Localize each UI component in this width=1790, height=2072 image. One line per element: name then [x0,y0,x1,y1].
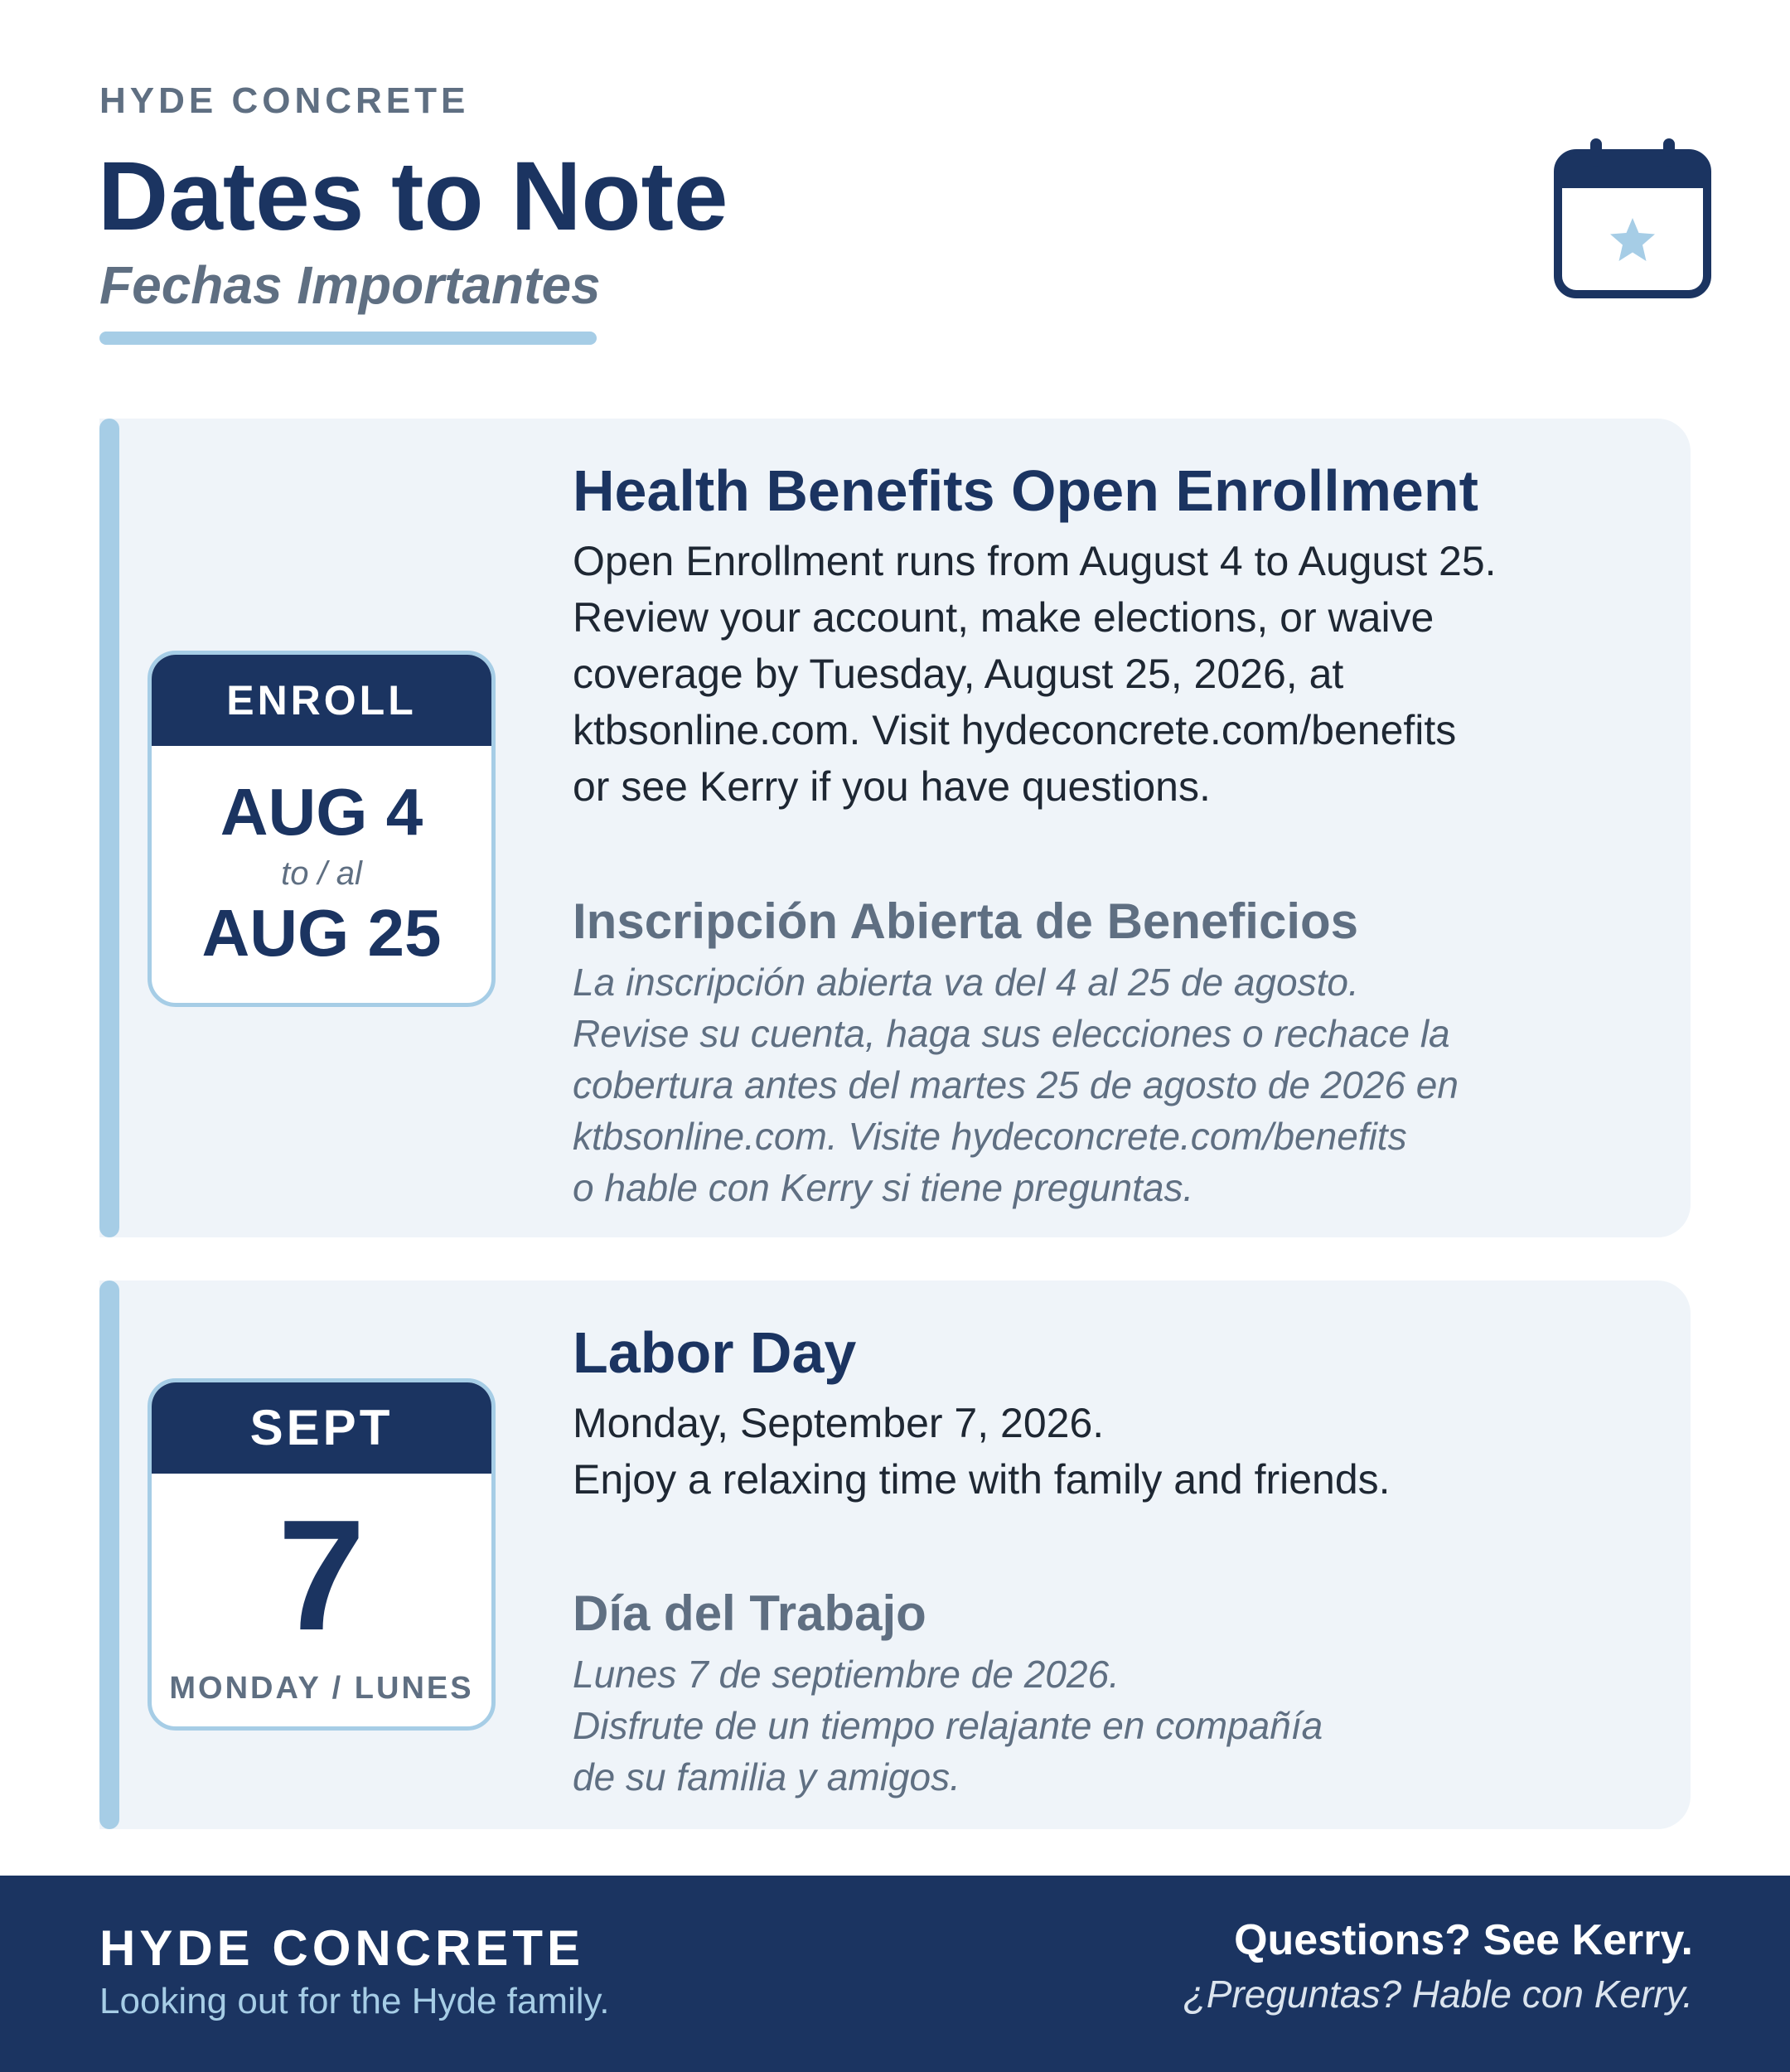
page-title: Dates to Note [98,142,728,251]
card-accent-bar [99,1280,119,1829]
description-line: Disfrute de un tiempo relajante en compañía [573,1704,1323,1747]
date-tile-labor-day [148,1378,496,1731]
event-card-labor-day [99,1280,1691,1829]
event-title-spanish: Inscripción Abierta de Beneficios [573,893,1359,949]
tile-end-date: AUG 25 [201,896,442,970]
tile-day-number: 7 [278,1488,365,1663]
description-line: coverage by Tuesday, August 25, 2026, at [573,651,1344,697]
event-description [573,1395,1641,1508]
description-line: or see Kerry if you have questions. [573,763,1211,810]
tile-start-date: AUG 4 [220,775,423,849]
tile-header: ENROLL [152,655,491,746]
event-description [573,533,1641,815]
event-description-spanish [573,956,1641,1213]
calendar-star-icon [1550,137,1715,303]
date-tile-enroll [148,651,496,1007]
tile-header: SEPT [152,1382,491,1474]
event-content-es [573,1585,1641,1803]
description-line: Enjoy a relaxing time with family and friends. [573,1456,1391,1503]
description-line: Review your account, make elections, or waive [573,594,1434,641]
footer [0,1876,1790,2072]
footer-contact-en: Questions? See Kerry. [1234,1916,1693,1964]
description-line: Monday, September 7, 2026. [573,1400,1105,1446]
event-content-en [573,458,1641,815]
description-line: Lunes 7 de septiembre de 2026. [573,1653,1120,1696]
description-line: Revise su cuenta, haga sus elecciones o rechace la [573,1012,1450,1055]
footer-brand: HYDE CONCRETE [99,1920,585,1976]
page-subtitle: Fechas Importantes [99,255,601,315]
description-line: o hable con Kerry si tiene preguntas. [573,1166,1194,1209]
description-line: ktbsonline.com. Visite hydeconcrete.com/benefits [573,1115,1407,1158]
description-line: cobertura antes del martes 25 de agosto de 2026 en [573,1063,1459,1106]
event-title-spanish: Día del Trabajo [573,1585,926,1641]
card-accent-bar [99,419,119,1237]
description-line: ktbsonline.com. Visit hydeconcrete.com/benefits [573,707,1457,753]
event-card-open-enrollment [99,419,1691,1237]
tile-weekday: MONDAY / LUNES [169,1671,474,1706]
description-line: Open Enrollment runs from August 4 to August 25. [573,538,1497,584]
event-title: Health Benefits Open Enrollment [573,458,1478,523]
company-name: HYDE CONCRETE [99,80,470,121]
event-content-es [573,893,1641,1213]
event-content-en [573,1320,1641,1508]
description-line: La inscripción abierta va del 4 al 25 de agosto. [573,961,1359,1004]
description-line: de su familia y amigos. [573,1755,960,1798]
footer-contact-es: ¿Preguntas? Hable con Kerry. [1183,1973,1693,2016]
event-description-spanish [573,1648,1641,1803]
title-underline [99,332,597,345]
tile-connector: to / al [281,855,362,892]
event-title: Labor Day [573,1320,857,1385]
footer-tagline: Looking out for the Hyde family. [99,1981,610,2021]
